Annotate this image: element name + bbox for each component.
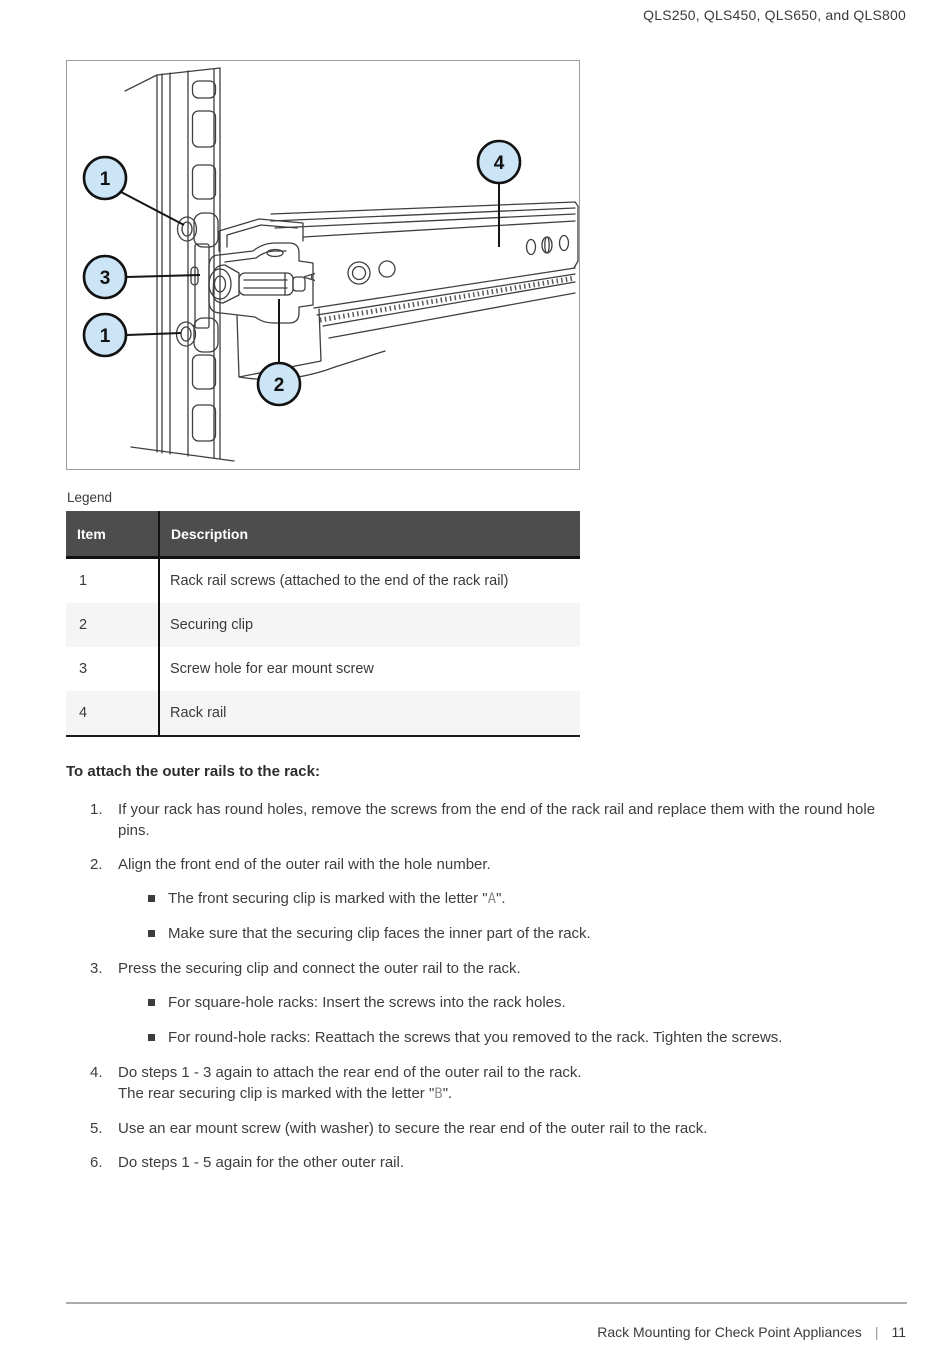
rack-rail-figure bbox=[66, 60, 580, 470]
square-bullet-icon bbox=[148, 1034, 155, 1041]
square-bullet-icon bbox=[148, 895, 155, 902]
step-number: 4. bbox=[90, 1064, 103, 1081]
step-number: 2. bbox=[90, 856, 103, 873]
callout-1-bottom bbox=[84, 314, 126, 356]
item-cell: 2 bbox=[66, 603, 159, 647]
list-item bbox=[148, 888, 907, 910]
page-footer bbox=[597, 1324, 906, 1340]
step-number: 3. bbox=[90, 960, 103, 977]
svg-text:3: 3 bbox=[99, 268, 111, 289]
rack-hole bbox=[193, 81, 216, 98]
step-5 bbox=[66, 1118, 907, 1139]
item-cell: 1 bbox=[66, 558, 159, 604]
svg-text:2: 2 bbox=[273, 375, 285, 396]
step-1 bbox=[66, 799, 907, 841]
rack-rail-diagram bbox=[67, 61, 579, 469]
list-item bbox=[148, 923, 907, 945]
description-cell: Securing clip bbox=[170, 617, 254, 633]
svg-text:4: 4 bbox=[493, 153, 505, 174]
step-3 bbox=[66, 958, 907, 1049]
item-cell: 4 bbox=[66, 691, 159, 736]
svg-text:1: 1 bbox=[99, 169, 111, 190]
step-text: If your rack has round holes, remove the screws from the end of the rack rail and replace them with the round hole pins. bbox=[118, 801, 876, 839]
instructions-heading: To attach the outer rails to the rack: bbox=[66, 763, 320, 780]
legend-label: Legend bbox=[67, 490, 113, 505]
square-bullet-icon bbox=[148, 999, 155, 1006]
bullet-text: Make sure that the securing clip faces the inner part of the rack. bbox=[168, 925, 591, 942]
step-text: Do steps 1 - 3 again to attach the rear end of the outer rail to the rack. bbox=[118, 1064, 582, 1081]
callout-2 bbox=[258, 363, 300, 405]
page-header: QLS250, QLS450, QLS650, and QLS800 bbox=[643, 7, 906, 23]
footer-title: Rack Mounting for Check Point Appliances bbox=[597, 1324, 862, 1340]
rack-hole bbox=[193, 405, 216, 441]
table-row bbox=[66, 691, 580, 736]
description-cell: Rack rail screws (attached to the end of the rack rail) bbox=[170, 573, 509, 589]
code-letter: B bbox=[434, 1086, 443, 1102]
table-row bbox=[66, 558, 580, 604]
callout-1-top bbox=[84, 157, 126, 199]
list-item bbox=[148, 992, 907, 1014]
table-row bbox=[66, 603, 580, 647]
rack-hole bbox=[193, 111, 216, 147]
step-text: Do steps 1 - 5 again for the other outer rail. bbox=[118, 1154, 404, 1171]
step-note: The rear securing clip is marked with the letter "B". bbox=[118, 1085, 453, 1102]
step-text: Press the securing clip and connect the outer rail to the rack. bbox=[118, 960, 521, 977]
description-cell: Rack rail bbox=[170, 705, 227, 721]
rack-hole bbox=[193, 355, 216, 389]
legend-header-item: Item bbox=[66, 511, 159, 558]
legend-header-description: Description bbox=[159, 511, 580, 558]
step-text: Align the front end of the outer rail with the hole number. bbox=[118, 856, 491, 873]
callout-3 bbox=[84, 256, 126, 298]
step-text: Use an ear mount screw (with washer) to secure the rear end of the outer rail to the rack. bbox=[118, 1120, 708, 1137]
item-cell: 3 bbox=[66, 647, 159, 691]
instructions-section bbox=[66, 763, 907, 1186]
table-row bbox=[66, 647, 580, 691]
step-2 bbox=[66, 854, 907, 945]
step-4 bbox=[66, 1062, 907, 1105]
bullet-text: For round-hole racks: Reattach the screws that you removed to the rack. Tighten the screws. bbox=[168, 1029, 783, 1046]
footer-page-number: 11 bbox=[891, 1324, 906, 1340]
svg-text:1: 1 bbox=[99, 326, 111, 347]
bullet-text: The front securing clip is marked with the letter "A". bbox=[168, 890, 506, 907]
list-item bbox=[148, 1027, 907, 1049]
legend-table bbox=[66, 511, 580, 737]
rack-post bbox=[125, 68, 234, 461]
bullet-text: For square-hole racks: Insert the screws into the rack holes. bbox=[168, 994, 566, 1011]
description-cell: Screw hole for ear mount screw bbox=[170, 661, 374, 677]
code-letter: A bbox=[487, 891, 497, 907]
step-6 bbox=[66, 1152, 907, 1173]
clip-letter-marking: A bbox=[301, 272, 319, 282]
footer-separator: | bbox=[874, 1324, 879, 1340]
callout-4 bbox=[478, 141, 520, 183]
footer-divider bbox=[66, 1302, 907, 1304]
step-number: 6. bbox=[90, 1154, 103, 1171]
rack-hole bbox=[193, 165, 216, 199]
rack-rail bbox=[219, 202, 578, 338]
square-bullet-icon bbox=[148, 930, 155, 937]
step-number: 5. bbox=[90, 1120, 103, 1137]
legend-header-row bbox=[66, 511, 580, 558]
step-number: 1. bbox=[90, 801, 103, 818]
